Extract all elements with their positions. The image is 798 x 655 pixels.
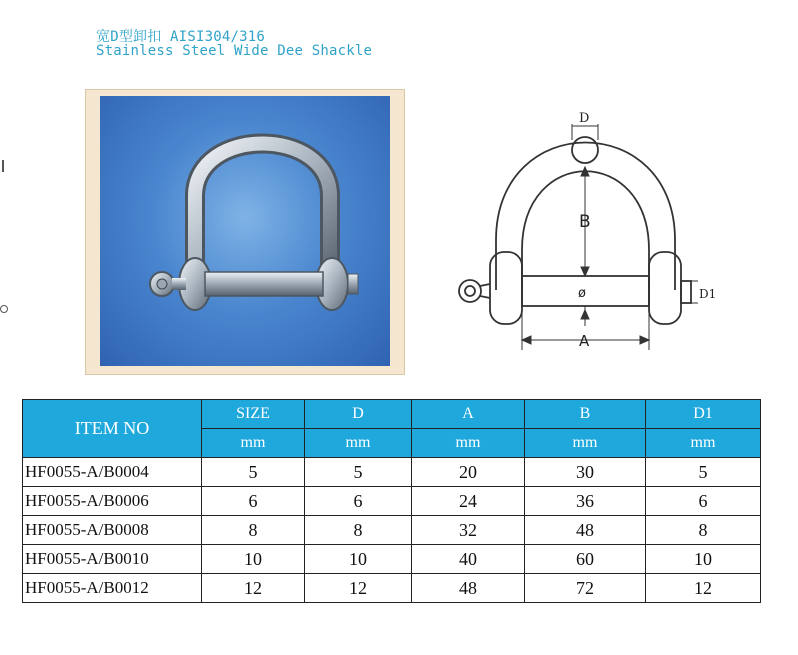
edge-mark-circle (0, 305, 8, 313)
unit-a: mm (412, 429, 525, 458)
col-header-d: D (305, 400, 412, 429)
label-a: A (579, 332, 590, 350)
cell-d: 6 (305, 487, 412, 516)
cell-d1: 5 (646, 458, 761, 487)
table-row (23, 458, 761, 487)
cell-d1: 6 (646, 487, 761, 516)
spec-table (22, 399, 761, 603)
edge-mark (2, 160, 4, 172)
unit-b: mm (525, 429, 646, 458)
cell-d1: 10 (646, 545, 761, 574)
cell-b: 72 (525, 574, 646, 603)
label-phi: ø (578, 286, 586, 301)
cell-d: 5 (305, 458, 412, 487)
title-chinese: 宽D型卸扣 AISI304/316 (96, 29, 265, 45)
cell-size: 6 (202, 487, 305, 516)
label-b: B (579, 212, 591, 232)
unit-size: mm (202, 429, 305, 458)
technical-diagram (450, 100, 740, 360)
product-photo (100, 96, 390, 366)
cell-d: 10 (305, 545, 412, 574)
cell-d: 12 (305, 574, 412, 603)
label-d: D (579, 111, 590, 126)
cell-d1: 12 (646, 574, 761, 603)
cell-size: 12 (202, 574, 305, 603)
col-header-a: A (412, 400, 525, 429)
cell-b: 30 (525, 458, 646, 487)
cell-item: HF0055-A/B0006 (23, 487, 202, 516)
cell-item: HF0055-A/B0004 (23, 458, 202, 487)
col-header-b: B (525, 400, 646, 429)
title-english: Stainless Steel Wide Dee Shackle (96, 43, 373, 59)
col-header-size: SIZE (202, 400, 305, 429)
shackle-diagram (450, 100, 740, 360)
cell-d: 8 (305, 516, 412, 545)
cell-a: 32 (412, 516, 525, 545)
cell-b: 48 (525, 516, 646, 545)
header-row (23, 400, 761, 429)
unit-d: mm (305, 429, 412, 458)
table-row (23, 545, 761, 574)
cell-item: HF0055-A/B0010 (23, 545, 202, 574)
cell-b: 36 (525, 487, 646, 516)
table-row (23, 516, 761, 545)
cell-a: 48 (412, 574, 525, 603)
shackle-photo-illustration (100, 96, 390, 366)
item-no-header: ITEM NO (23, 400, 202, 458)
cell-a: 40 (412, 545, 525, 574)
col-header-d1: D1 (646, 400, 761, 429)
label-d1: D1 (699, 287, 717, 301)
unit-d1: mm (646, 429, 761, 458)
cell-size: 5 (202, 458, 305, 487)
cell-item: HF0055-A/B0012 (23, 574, 202, 603)
cell-item: HF0055-A/B0008 (23, 516, 202, 545)
cell-b: 60 (525, 545, 646, 574)
table-row (23, 487, 761, 516)
cell-size: 8 (202, 516, 305, 545)
table-row (23, 574, 761, 603)
cell-d1: 8 (646, 516, 761, 545)
cell-a: 20 (412, 458, 525, 487)
cell-size: 10 (202, 545, 305, 574)
cell-a: 24 (412, 487, 525, 516)
